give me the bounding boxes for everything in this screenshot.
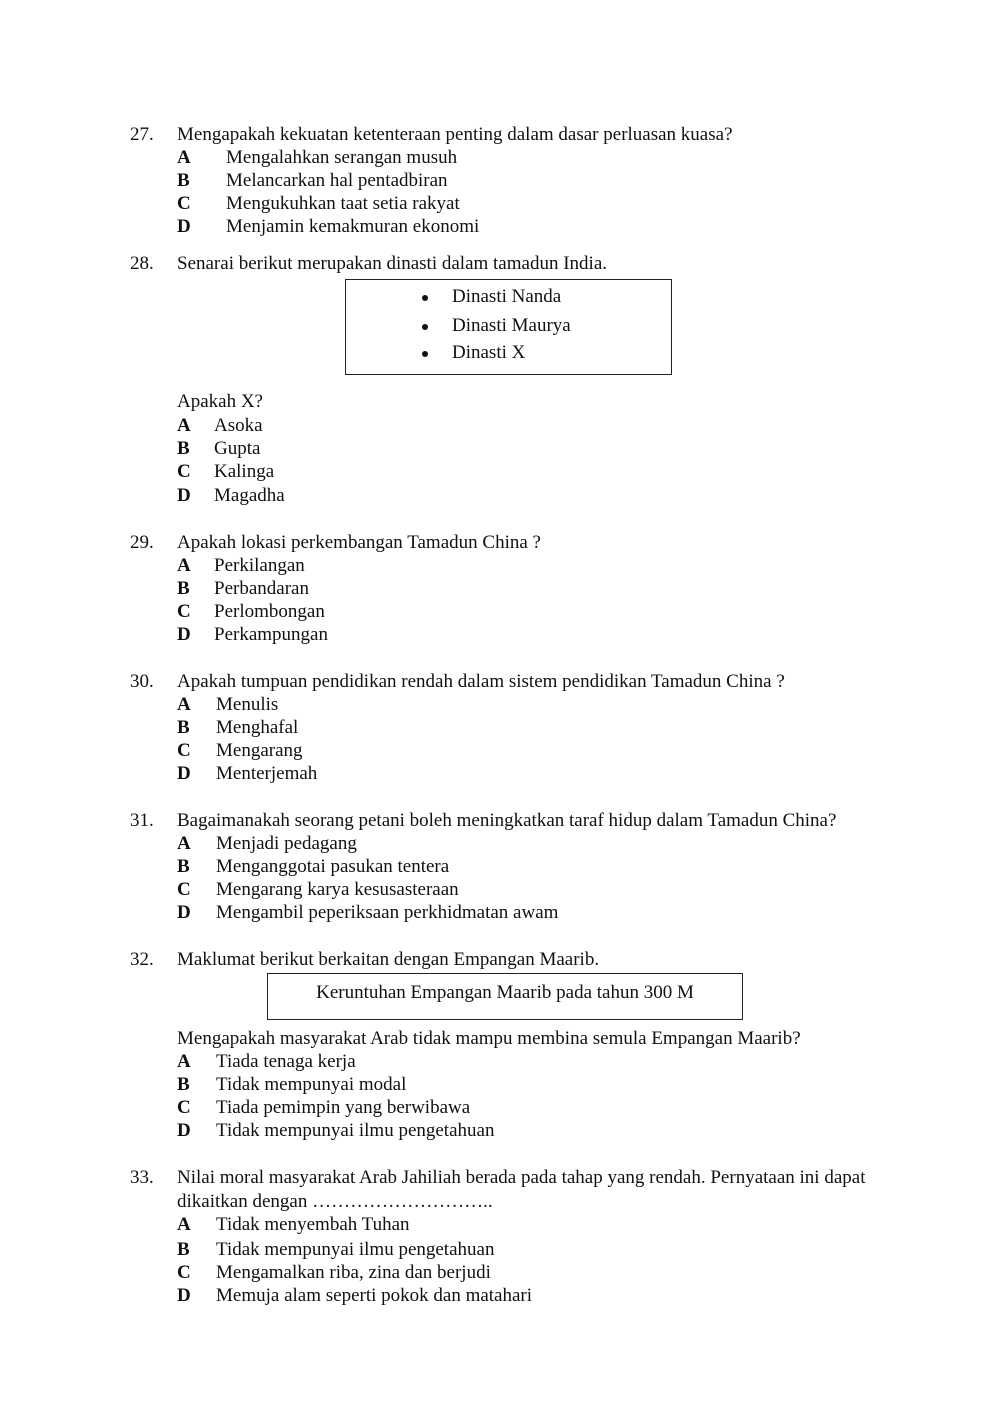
option-a[interactable] bbox=[177, 1213, 410, 1236]
option-letter: B bbox=[177, 1239, 190, 1260]
sub-question-text: Mengapakah masyarakat Arab tidak mampu membina semula Empangan Maarib? bbox=[177, 1028, 801, 1049]
question-text: Apakah lokasi perkembangan Tamadun China ? bbox=[177, 532, 541, 553]
option-text: Menterjemah bbox=[216, 763, 318, 784]
option-a[interactable] bbox=[177, 1050, 356, 1073]
question-number: 30. bbox=[130, 671, 154, 692]
question-number: 28. bbox=[130, 253, 154, 274]
option-b[interactable] bbox=[177, 855, 450, 878]
option-c[interactable] bbox=[177, 192, 460, 215]
question-number: 33. bbox=[130, 1167, 154, 1188]
option-text: Perkampungan bbox=[214, 624, 328, 645]
option-text: Kalinga bbox=[214, 461, 275, 482]
option-d[interactable] bbox=[177, 484, 285, 507]
option-text: Tidak menyembah Tuhan bbox=[216, 1214, 410, 1235]
option-b[interactable] bbox=[177, 169, 448, 192]
option-b[interactable] bbox=[177, 716, 299, 739]
option-text: Asoka bbox=[214, 415, 263, 436]
info-box bbox=[267, 973, 743, 1020]
option-letter: D bbox=[177, 1285, 191, 1306]
option-text: Gupta bbox=[214, 438, 261, 459]
option-d[interactable] bbox=[177, 901, 559, 924]
option-letter: D bbox=[177, 624, 191, 645]
option-text: Menganggotai pasukan tentera bbox=[216, 856, 450, 877]
option-text: Menghafal bbox=[216, 717, 299, 738]
option-text: Tiada pemimpin yang berwibawa bbox=[216, 1097, 471, 1118]
option-text: Mengarang karya kesusasteraan bbox=[216, 879, 459, 900]
option-a[interactable] bbox=[177, 414, 263, 437]
option-c[interactable] bbox=[177, 460, 275, 483]
option-letter: A bbox=[177, 147, 191, 168]
option-text: Mengamalkan riba, zina dan berjudi bbox=[216, 1262, 491, 1283]
option-a[interactable] bbox=[177, 146, 458, 169]
option-text: Mengalahkan serangan musuh bbox=[226, 147, 458, 168]
option-d[interactable] bbox=[177, 215, 480, 238]
option-d[interactable] bbox=[177, 1284, 533, 1307]
option-d[interactable] bbox=[177, 762, 318, 785]
option-letter: A bbox=[177, 1051, 191, 1072]
option-c[interactable] bbox=[177, 600, 325, 623]
question-number: 29. bbox=[130, 532, 154, 553]
question-text: Mengapakah kekuatan ketenteraan penting dalam dasar perluasan kuasa? bbox=[177, 124, 733, 145]
option-c[interactable] bbox=[177, 1096, 471, 1119]
option-letter: A bbox=[177, 1214, 191, 1235]
dynasty-item-text: Dinasti X bbox=[452, 342, 526, 363]
dynasty-item-text: Dinasti Nanda bbox=[452, 286, 562, 307]
info-box-text: Keruntuhan Empangan Maarib pada tahun 300 M bbox=[316, 982, 694, 1003]
option-text: Melancarkan hal pentadbiran bbox=[226, 170, 448, 191]
option-a[interactable] bbox=[177, 693, 279, 716]
option-text: Tidak mempunyai modal bbox=[216, 1074, 407, 1095]
option-letter: B bbox=[177, 856, 190, 877]
option-text: Mengukuhkan taat setia rakyat bbox=[226, 193, 460, 214]
option-b[interactable] bbox=[177, 437, 261, 460]
bullet-icon bbox=[422, 295, 428, 301]
option-text: Memuja alam seperti pokok dan matahari bbox=[216, 1285, 533, 1306]
question-text: Apakah tumpuan pendidikan rendah dalam sistem pendidikan Tamadun China ? bbox=[177, 671, 785, 692]
option-c[interactable] bbox=[177, 1261, 491, 1284]
option-letter: B bbox=[177, 1074, 190, 1095]
option-letter: D bbox=[177, 485, 191, 506]
option-text: Perbandaran bbox=[214, 578, 309, 599]
option-letter: C bbox=[177, 461, 191, 482]
option-letter: C bbox=[177, 1262, 191, 1283]
question-number: 32. bbox=[130, 949, 154, 970]
option-text: Mengambil peperiksaan perkhidmatan awam bbox=[216, 902, 559, 923]
option-text: Tidak mempunyai ilmu pengetahuan bbox=[216, 1239, 495, 1260]
option-text: Perlombongan bbox=[214, 601, 325, 622]
option-d[interactable] bbox=[177, 623, 328, 646]
option-b[interactable] bbox=[177, 1238, 495, 1261]
option-letter: B bbox=[177, 438, 190, 459]
option-text: Magadha bbox=[214, 485, 285, 506]
option-b[interactable] bbox=[177, 1073, 407, 1096]
option-letter: D bbox=[177, 902, 191, 923]
option-letter: A bbox=[177, 694, 191, 715]
option-letter: A bbox=[177, 555, 191, 576]
bullet-icon bbox=[422, 324, 428, 330]
option-a[interactable] bbox=[177, 554, 305, 577]
option-letter: B bbox=[177, 578, 190, 599]
option-letter: A bbox=[177, 833, 191, 854]
dynasty-list-box bbox=[345, 279, 672, 375]
option-text: Tiada tenaga kerja bbox=[216, 1051, 356, 1072]
question-text: Maklumat berikut berkaitan dengan Empangan Maarib. bbox=[177, 949, 600, 970]
option-b[interactable] bbox=[177, 577, 309, 600]
option-text: Tidak mempunyai ilmu pengetahuan bbox=[216, 1120, 495, 1141]
option-letter: C bbox=[177, 193, 191, 214]
option-c[interactable] bbox=[177, 739, 303, 762]
dynasty-item-text: Dinasti Maurya bbox=[452, 315, 571, 336]
question-text: Senarai berikut merupakan dinasti dalam tamadun India. bbox=[177, 253, 607, 274]
option-text: Perkilangan bbox=[214, 555, 305, 576]
option-letter: A bbox=[177, 415, 191, 436]
option-letter: B bbox=[177, 170, 190, 191]
option-letter: C bbox=[177, 1097, 191, 1118]
option-text: Menulis bbox=[216, 694, 279, 715]
option-text: Mengarang bbox=[216, 740, 303, 761]
bullet-icon bbox=[422, 351, 428, 357]
option-text: Menjamin kemakmuran ekonomi bbox=[226, 216, 480, 237]
sub-question-text: Apakah X? bbox=[177, 391, 263, 412]
option-c[interactable] bbox=[177, 878, 459, 901]
question-text: Bagaimanakah seorang petani boleh meningkatkan taraf hidup dalam Tamadun China? bbox=[177, 810, 837, 831]
option-letter: C bbox=[177, 740, 191, 761]
option-letter: C bbox=[177, 601, 191, 622]
question-number: 31. bbox=[130, 810, 154, 831]
option-letter: B bbox=[177, 717, 190, 738]
option-text: Menjadi pedagang bbox=[216, 833, 357, 854]
option-letter: C bbox=[177, 879, 191, 900]
option-d[interactable] bbox=[177, 1119, 495, 1142]
option-letter: D bbox=[177, 216, 191, 237]
question-number: 27. bbox=[130, 124, 154, 145]
option-letter: D bbox=[177, 763, 191, 784]
option-letter: D bbox=[177, 1120, 191, 1141]
option-a[interactable] bbox=[177, 832, 357, 855]
question-text: Nilai moral masyarakat Arab Jahiliah berada pada tahap yang rendah. Pernyataan ini dapat dikaitkan dengan ……………………….. bbox=[177, 1167, 866, 1212]
